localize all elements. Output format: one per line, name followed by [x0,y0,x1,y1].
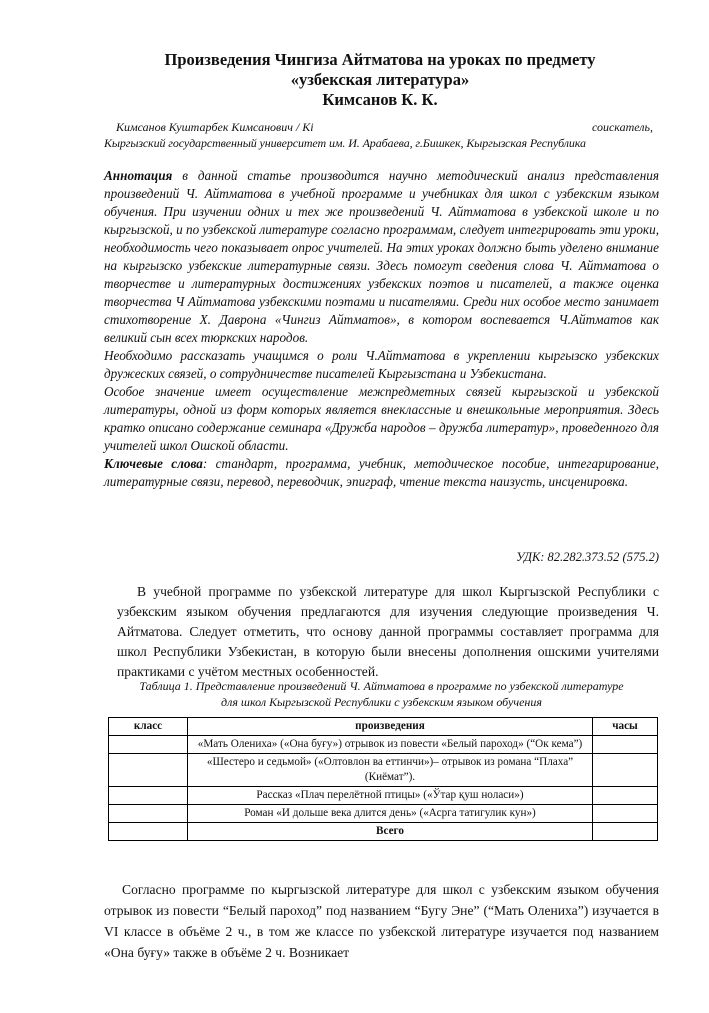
abstract-paragraph-3: Особое значение имеет осуществление межпредметных связей кыргызской и узбекской литературы, одной из форм которых является внеклассные и внешкольные мероприятия. Здесь кратко описано содержание семинара «Дружба народов – дружба литератур», проведенного для учителей школ Ошской области. [104,384,659,453]
table-cell [593,823,658,841]
table-cell: Роман «И дольше века длится день» («Асрга татигулик кун») [188,805,593,823]
works-table [108,717,658,841]
header-hours: часы [593,718,658,736]
author-position: соискатель, [591,120,653,134]
table-cell [109,823,188,841]
table-cell: «Шестеро и седьмой» («Олтовлон ва еттинчи»)– отрывок из романа “Плаха” (Киёмат”). [188,754,593,787]
author-info [104,119,659,151]
table-header-row [109,718,658,736]
abstract-paragraph-1 [104,167,659,347]
abstract-text-1: в данной статье производится научно методический анализ представления произведений Ч. Айтматова в учебной программе и учебниках для школ с узбекским языком обучения. При изучении одних и тех же произведений Ч. Айтматова в узбекской школе и по кыргызской, и по узбекской литературе согласно программам, следует интегрировать эти уроки, необходимость чего показывает опрос учителей. На этих уроках должно быть уделено внимание на кыргызско узбекские литературные связи. Здесь помогут сведения слова Ч. Айтматова о творчестве и литературных достижениях узбекских поэтов и писателей, а также оценка творчества Ч Айтматова узбекскими поэтами и писателями. Среди них особое место занимает стихотворение Х. Даврона «Чингиз Айтматов», в котором воспевается Ч.Айтматов как великий сын всех тюркских народов. [104,168,659,345]
table-row [109,736,658,754]
table-total-row [109,823,658,841]
table-caption [104,678,659,710]
abstract-paragraph-2: Необходимо рассказать учащимся о роли Ч.Айтматова в укреплении кыргызско узбекских дружеских связей, о сотрудничестве писателей Кыргызстана и Узбекистана. [104,348,659,381]
author-heading: Кимсанов К. К. [322,90,438,109]
table-cell [109,754,188,787]
keywords-label: Ключевые слова [104,456,203,471]
author-affiliation: Кыргызский государственный университет им. И. Арабаева, г.Бишкек, Кыргызская Республика [104,136,586,150]
body-paragraph-2: Согласно программе по кыргызской литературе для школ с узбекским языком обучения отрывок из повести “Белый пароход” под названием “Бугу Эне” (“Мать Олениха”) изучается в VI классе в объёме 2 ч., в том же классе по узбекской литературе изучается под названием «Она буғу» также в объёме 2 ч. Возникает [104,882,659,960]
table-row [109,805,658,823]
table-cell [109,787,188,805]
title-line-1: Произведения Чингиза Айтматова на уроках по предмету [164,50,596,69]
abstract-label: Аннотация [104,168,173,183]
paper-title [100,50,660,110]
header-class: класс [109,718,188,736]
table-caption-line-1: Таблица 1. Представление произведений Ч. Айтматова в программе по узбекской литературе [139,679,624,693]
keywords-text: : стандарт, программа, учебник, методическое пособие, интегарирование, литературные связи, перевод, переводчик, эпиграф, чтение текста наизусть, инсценировка. [104,456,659,489]
table-cell [593,754,658,787]
table-cell: «Мать Олениха» («Она буғу») отрывок из повести «Белый пароход» (“Ок кема”) [188,736,593,754]
table-cell [593,787,658,805]
table-cell [593,805,658,823]
table-cell [593,736,658,754]
udk-code: УДК: 82.282.373.52 (575.2) [516,550,659,564]
table-caption-line-2: для школ Кыргызской Республики с узбекским языком обучения [221,695,542,709]
body-paragraph-1: В учебной программе по узбекской литературе для школ Кыргызской Республики с узбекским языком обучения предлагаются для изучения следующие произведения Ч. Айтматова. Следует отметить, что основу данной программы составляет программа для школ Республики Узбекистан, в которую были внесены дополнения ошскими учителями практиками с учётом местных особенностей. [117,584,659,679]
table-row [109,787,658,805]
author-name: Кимсанов Куштарбек Кимсанович / Ki [116,120,314,134]
body-section-2 [104,879,659,963]
table-row [109,754,658,787]
table-cell: Рассказ «Плач перелётной птицы» («Ўтар қуш ноласи») [188,787,593,805]
header-works: произведения [188,718,593,736]
keywords [104,455,659,491]
body-section-1 [117,582,659,682]
abstract [104,167,659,491]
table-cell [109,805,188,823]
title-line-2: «узбекская литература» [290,70,470,89]
table-total-label: Всего [188,823,593,841]
table-cell [109,736,188,754]
